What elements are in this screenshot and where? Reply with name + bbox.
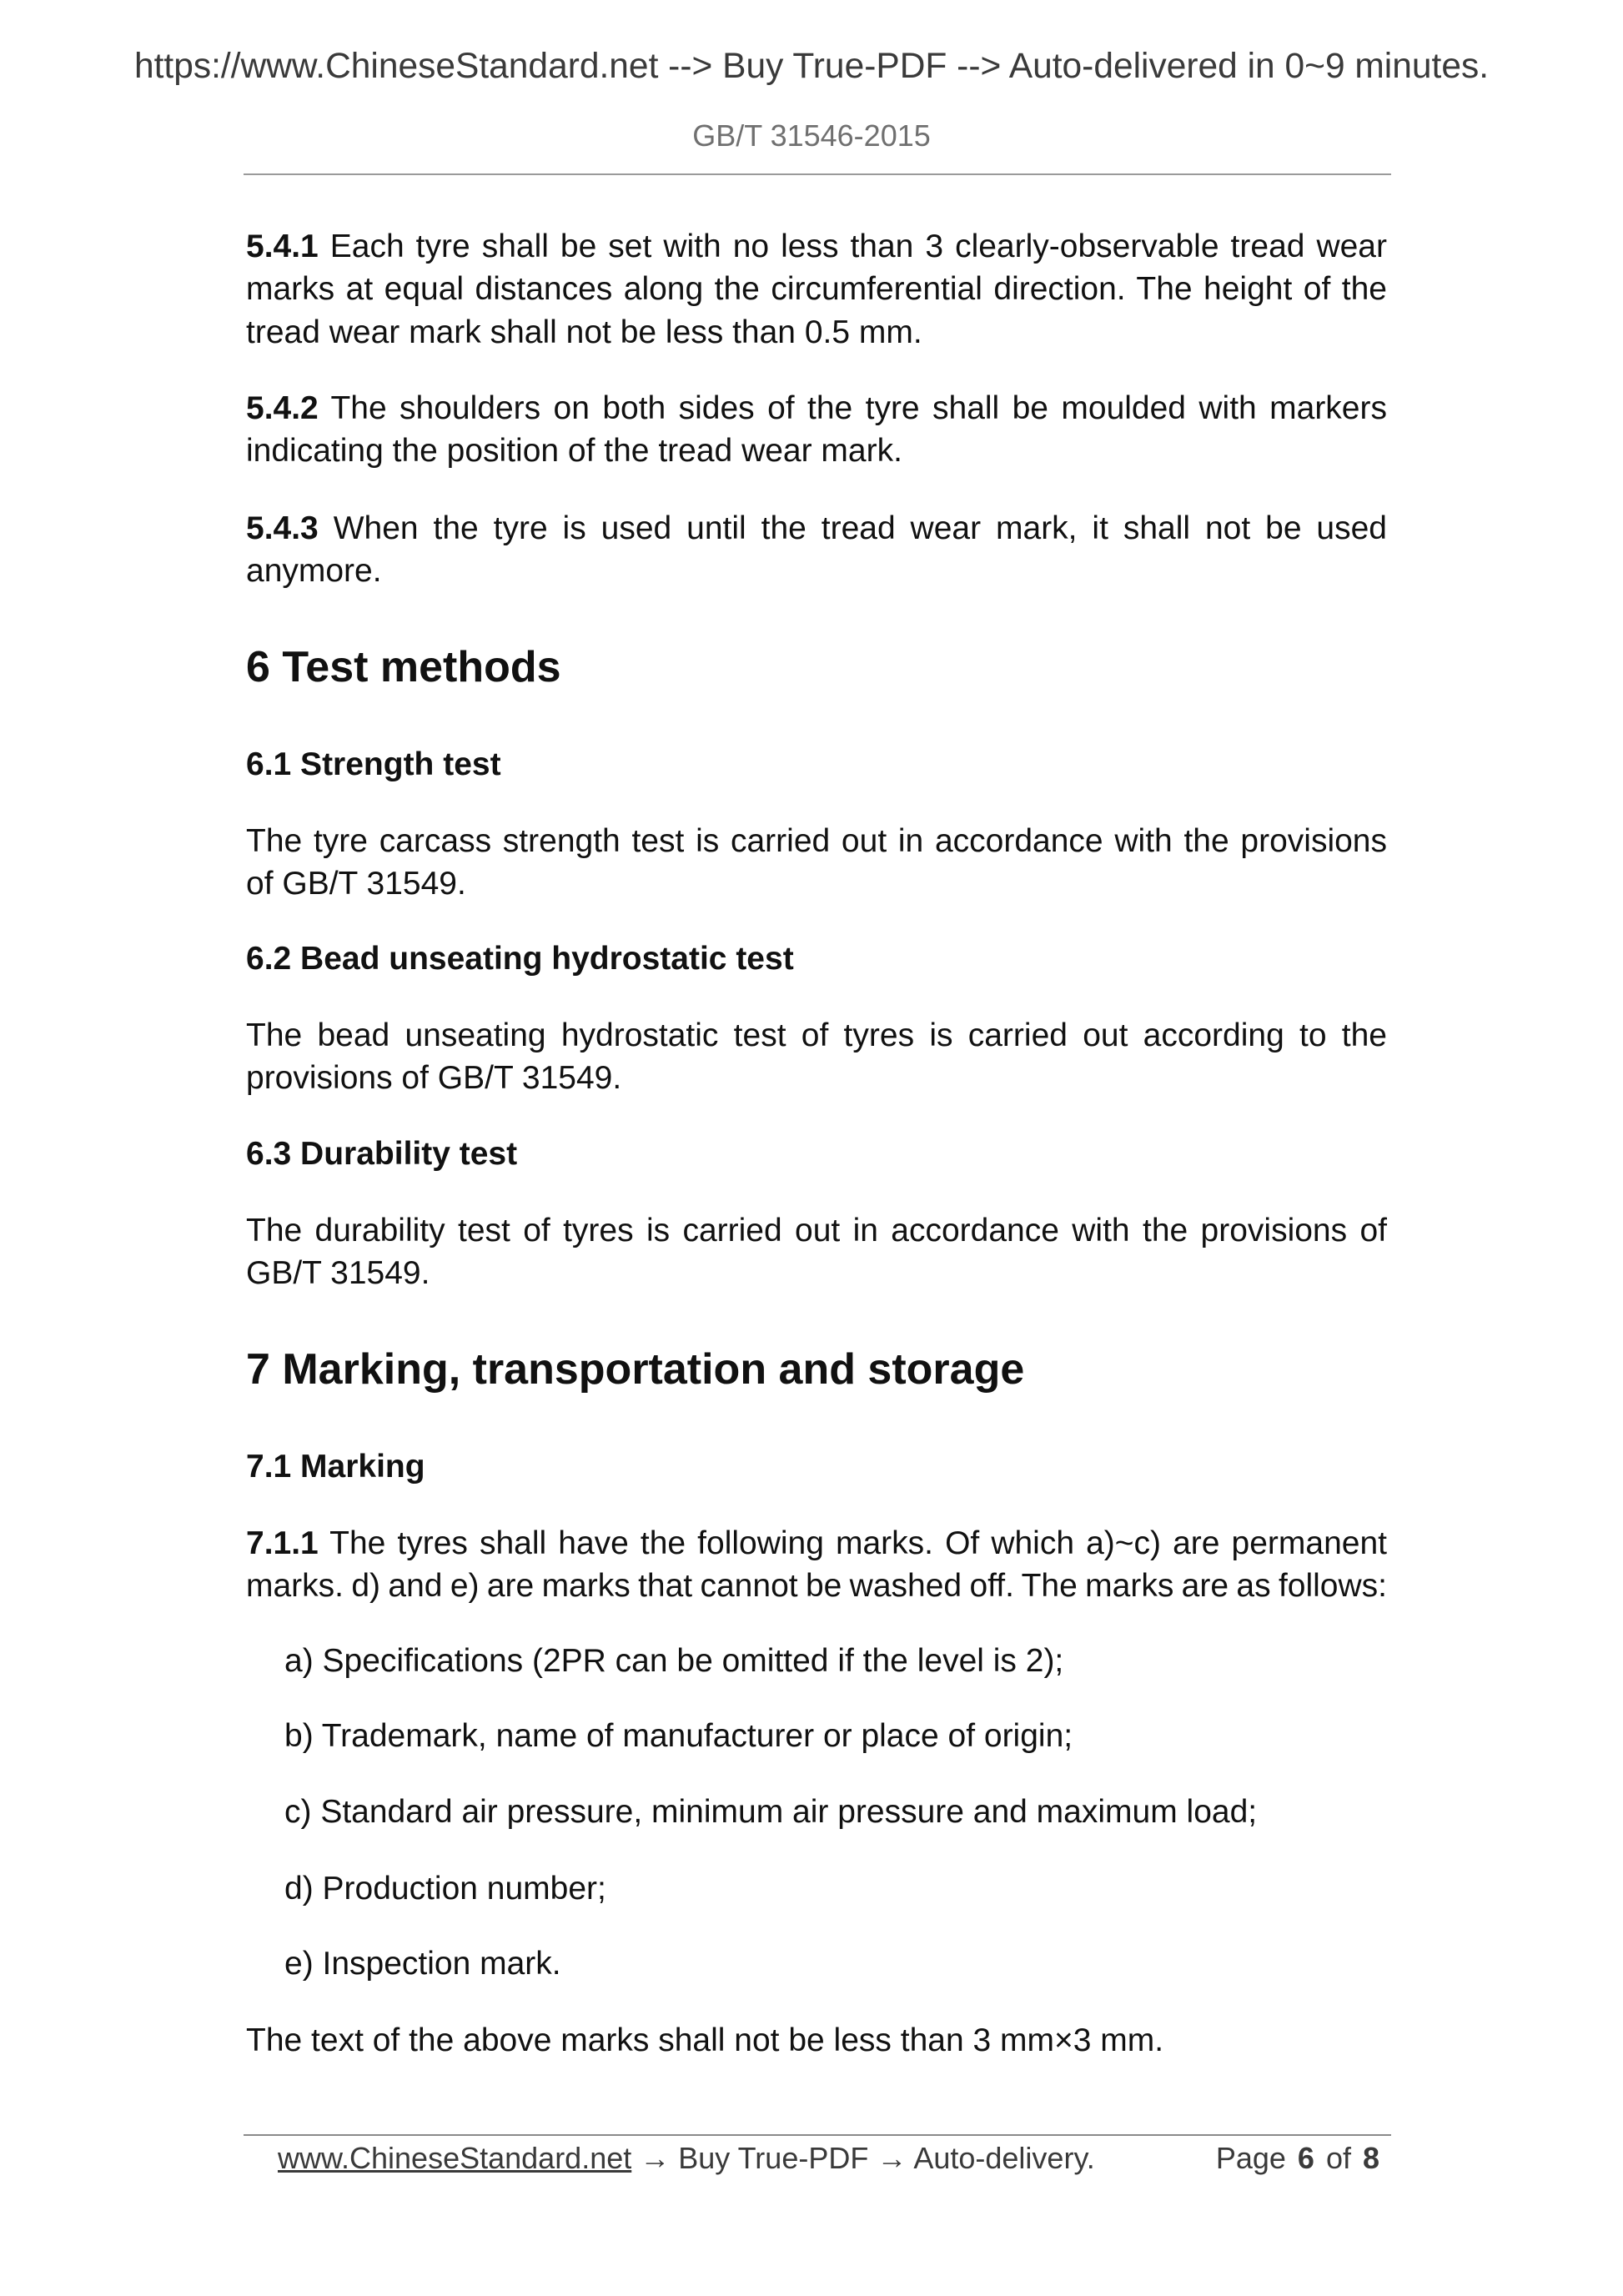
paragraph-line: [246, 1522, 1387, 1565]
clause-number: 5.4.3: [246, 510, 319, 546]
page-of-label: of: [1325, 2141, 1351, 2175]
clause-text: Each tyre shall be set with no less than 3 clearly-observable tread wear: [329, 229, 1387, 264]
clause-5-4-2: [246, 387, 1387, 473]
paragraph-line: of GB/T 31549.: [246, 866, 466, 902]
list-item: d) Production number;: [284, 1871, 606, 1907]
clause-text: The shoulders on both sides of the tyre shall be moulded with markers: [330, 390, 1387, 426]
subsection-heading-7-1: 7.1 Marking: [246, 1449, 425, 1485]
section-heading-6: 6 Test methods: [246, 643, 561, 691]
subsection-heading-6-1: 6.1 Strength test: [246, 746, 501, 782]
document-code: GB/T 31546-2015: [692, 118, 931, 153]
paragraph-line: anymore.: [246, 553, 382, 590]
paragraph-line: [246, 507, 1387, 550]
list-item: b) Trademark, name of manufacturer or place of origin;: [284, 1718, 1073, 1754]
paragraph-line: provisions of GB/T 31549.: [246, 1060, 622, 1097]
clause-number: 7.1.1: [246, 1525, 319, 1561]
paragraph-6-2: [246, 1014, 1387, 1100]
list-item: c) Standard air pressure, minimum air pressure and maximum load;: [284, 1794, 1258, 1830]
paragraph-line: The durability test of tyres is carried out in accordance with the provisions of: [246, 1213, 1387, 1248]
footer-link[interactable]: www.ChineseStandard.net: [278, 2141, 632, 2175]
clause-number: 5.4.1: [246, 229, 319, 264]
clause-text: The tyres shall have the following marks. Of which a)~c) are permanent: [329, 1525, 1387, 1561]
paragraph-6-3: [246, 1209, 1387, 1295]
paragraph-line: [246, 387, 1387, 430]
marks-size-note: The text of the above marks shall not be less than 3 mm×3 mm.: [246, 2022, 1164, 2058]
section-heading-7: 7 Marking, transportation and storage: [246, 1345, 1025, 1394]
clause-7-1-1: [246, 1522, 1387, 1608]
paragraph-line: marks at equal distances along the circumferential direction. The height of the: [246, 271, 1387, 308]
footer-divider: [244, 2134, 1391, 2136]
footer-tagline: → Buy True-PDF → Auto-delivery.: [640, 2141, 1095, 2175]
list-item: e) Inspection mark.: [284, 1946, 561, 1982]
clause-5-4-3: [246, 507, 1387, 593]
list-item: a) Specifications (2PR can be omitted if the level is 2);: [284, 1643, 1064, 1679]
clause-number: 5.4.2: [246, 390, 319, 426]
page-total: 8: [1362, 2141, 1379, 2175]
paragraph-line: GB/T 31549.: [246, 1255, 430, 1292]
clause-5-4-1: [246, 225, 1387, 354]
subsection-heading-6-3: 6.3 Durability test: [246, 1136, 518, 1172]
page-indicator: [1216, 2140, 1379, 2177]
paragraph-6-1: [246, 820, 1387, 906]
paragraph-line: indicating the position of the tread wear mark.: [246, 433, 902, 470]
subsection-heading-6-2: 6.2 Bead unseating hydrostatic test: [246, 941, 794, 977]
page-number: 6: [1297, 2141, 1314, 2175]
paragraph-line: marks. d) and e) are marks that cannot be washed off. The marks are as follows:: [246, 1568, 1387, 1605]
paragraph-line: The tyre carcass strength test is carried out in accordance with the provisions: [246, 823, 1387, 859]
header-banner: https://www.ChineseStandard.net --> Buy True-PDF --> Auto-delivered in 0~9 minutes.: [133, 47, 1490, 86]
footer-delivery-note: [278, 2140, 1095, 2177]
clause-text: When the tyre is used until the tread wear mark, it shall not be used: [333, 510, 1387, 546]
paragraph-line: tread wear mark shall not be less than 0.5 mm.: [246, 314, 922, 350]
paragraph-line: [246, 225, 1387, 268]
header-divider: [244, 173, 1391, 175]
page-label: Page: [1215, 2141, 1286, 2175]
paragraph-line: The bead unseating hydrostatic test of tyres is carried out according to the: [246, 1017, 1387, 1053]
